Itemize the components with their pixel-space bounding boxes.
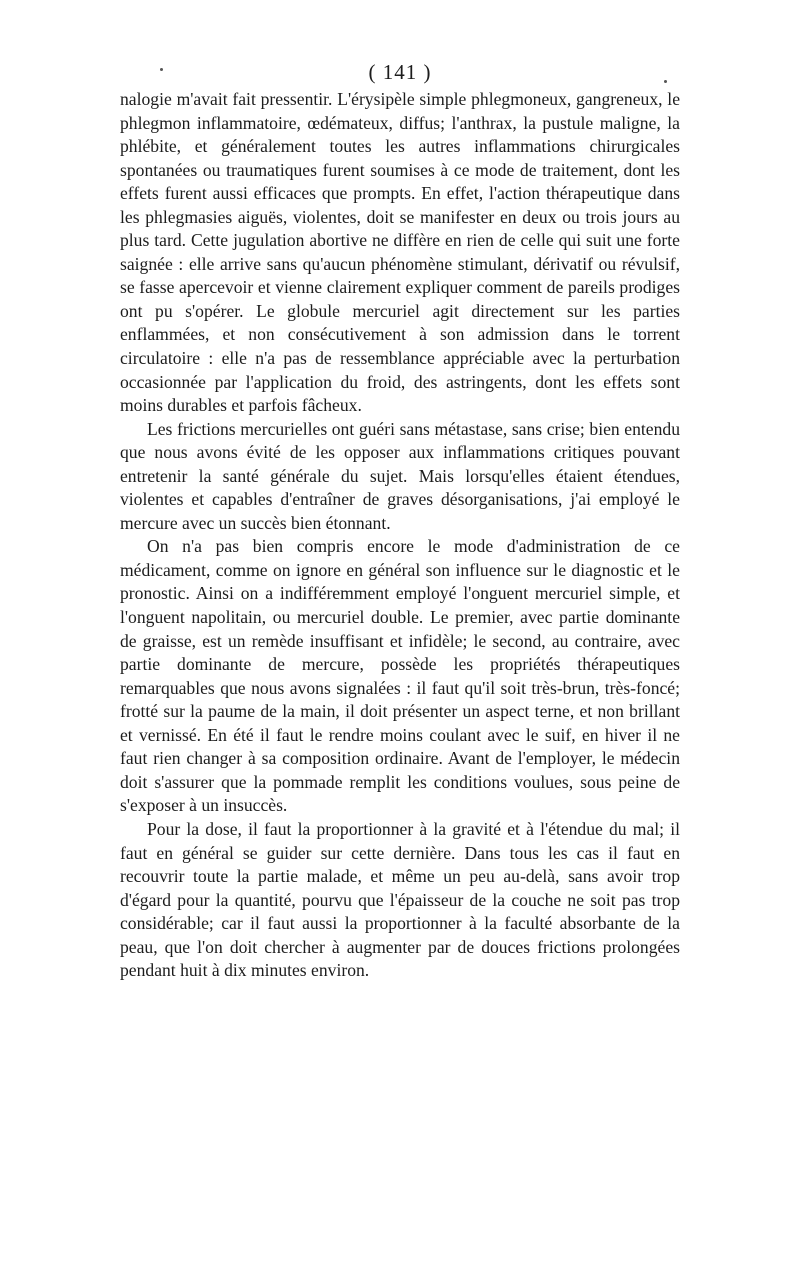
paragraph-administration: On n'a pas bien compris encore le mode d'administration de ce médicament, comme on ignore en général son influence sur le diagnostic et le pronostic. Ainsi on a indifféremment employé l'onguent mercuriel simple, et l'onguent napolitain, ou mercuriel double. Le premier, avec partie dominante de graisse, est un remède insuffisant et infidèle; le second, au contraire, avec partie dominante de mercure, possède les propriétés thérapeutiques remarquables que nous avons signalées : il faut qu'il soit très-brun, très-foncé; frotté sur la paume de la main, il doit présenter un aspect terne, et non brillant et vernissé. En été il faut le rendre moins coulant avec le suif, en hiver il ne faut rien changer à sa composition ordinaire. Avant de l'employer, le médecin doit s'assurer que la pommade remplit les conditions voulues, sous peine de s'exposer à un insuccès. (120, 536, 680, 816)
paragraph-frictions: Les frictions mercurielles ont guéri sans métastase, sans crise; bien entendu que nous avons évité de les opposer aux inflammations critiques pouvant entretenir la santé générale du sujet. Mais lorsqu'elles étaient étendues, violentes et capables d'entraîner de graves désorganisations, j'ai employé le mercure avec un succès bien étonnant. (120, 418, 680, 533)
page-number: ( 141 ) (368, 60, 432, 84)
paragraph-continuation: nalogie m'avait fait pressentir. L'érysipèle simple phlegmoneux, gangreneux, le phlegmon inflammatoire, œdémateux, diffus; l'anthrax, la pustule maligne, la phlébite, et généralement toutes les autres inflammations chirurgicales spontanées ou traumatiques furent soumises à ce mode de traitement, dont les effets furent aussi efficaces que prompts. En effet, l'action thérapeutique dans les phlegmasies aiguës, violentes, doit se manifester en deux ou trois jours au plus tard. Cette jugulation abortive ne diffère en rien de celle qui suit une forte saignée : elle arrive sans qu'aucun phénomène stimulant, dérivatif ou révulsif, se fasse apercevoir et vienne clairement expliquer comment de pareils prodiges ont pu s'opérer. Le globule mercuriel agit directement sur les parties enflammées, et non consécutivement à son admission dans le torrent circulatoire : elle n'a pas de ressemblance appréciable avec la perturbation occasionnée par l'application du froid, des astringents, dont les effets sont moins durables et parfois fâcheux. (120, 89, 680, 416)
body-text (120, 88, 680, 983)
paragraph-dose: Pour la dose, il faut la proportionner à la gravité et à l'étendue du mal; il faut en général se guider sur cette dernière. Dans tous les cas il faut en recouvrir toute la partie malade, et même un peu au-delà, sans avoir trop d'égard pour la quantité, pourvu que l'épaisseur de la couche ne soit pas trop considérable; car il faut aussi la proportionner à la faculté absorbante de la peau, que l'on doit chercher à augmenter par de douces frictions prolongées pendant huit à dix minutes environ. (120, 818, 680, 981)
